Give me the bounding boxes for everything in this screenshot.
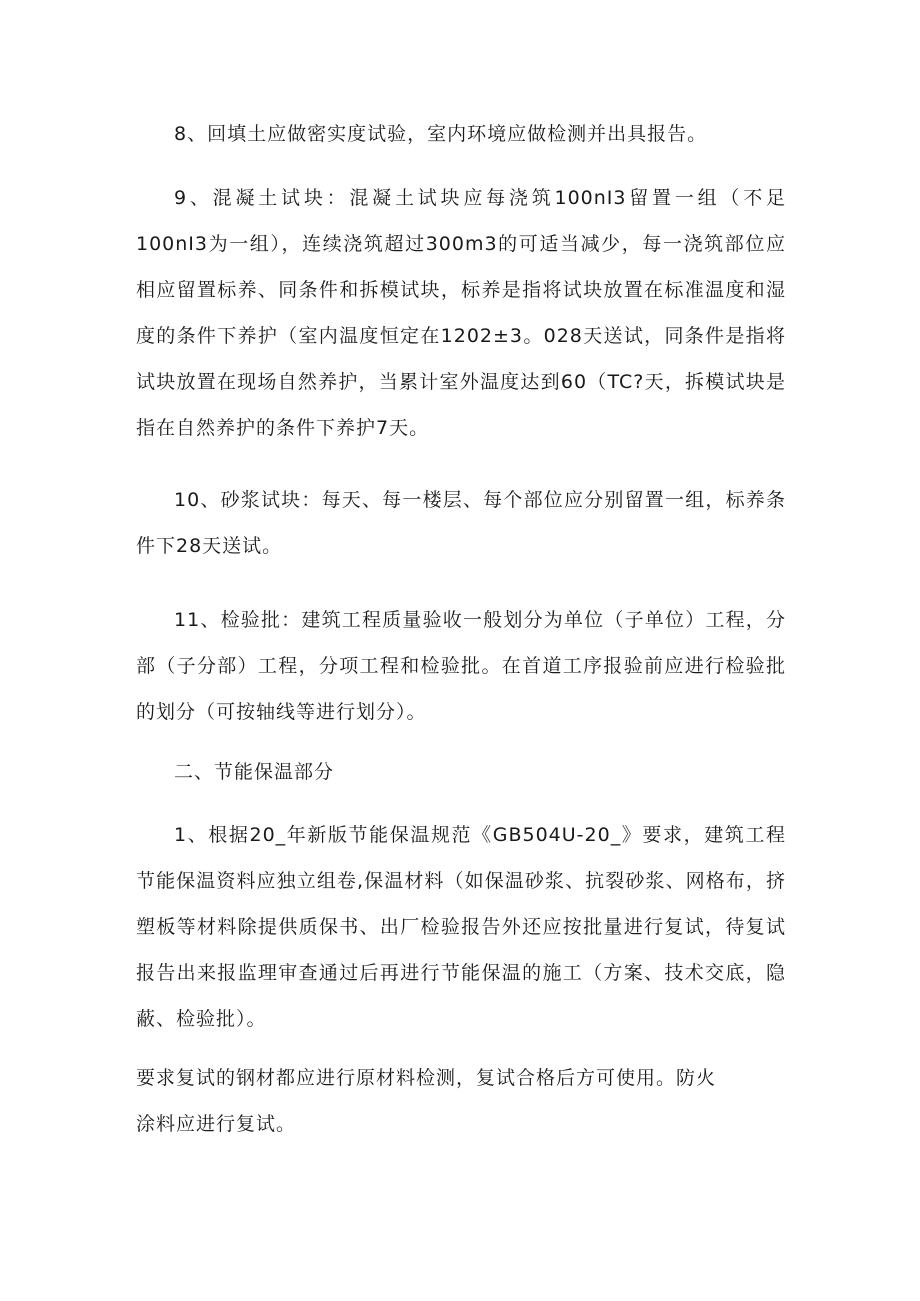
paragraph-item-8: 8、回填土应做密实度试验，室内环境应做检测并出具报告。: [174, 123, 708, 145]
paragraph-item-11: 11、检验批：建筑工程质量验收一般划分为单位（子单位）工程，分部（子分部）工程，分项工程和检验批。在首道工序报验前应进行检验批的划分（可按轴线等进行划分）。: [136, 609, 786, 723]
paragraph-item-10: 10、砂浆试块：每天、每一楼层、每个部位应分别留置一组，标养条件下28天送试。: [136, 489, 786, 557]
paragraph-item-9: 9、混凝土试块：混凝土试块应每浇筑100nI3留置一组（不足100nI3为一组），连续浇筑超过300m3的可适当减少，每一浇筑部位应相应留置标养、同条件和拆模试块，标养是指将试块放置在标准温度和湿度的条件下养护（室内温度恒定在1202±3。028天送试，同条件是指将试块放置在现场自然养护，当累计室外温度达到60（TC?天，拆模试块是指在自然养护的条件下养护7天。: [136, 187, 786, 439]
paragraph-tail-line-2: 涂料应进行复试。: [136, 1113, 297, 1135]
section-heading-energy-insulation: 二、节能保温部分: [174, 761, 335, 783]
paragraph-tail-line-1: 要求复试的钢材都应进行原材料检测，复试合格后方可使用。防火: [136, 1067, 717, 1089]
paragraph-insulation-item-1: 1、根据20_年新版节能保温规范《GB504U-20_》要求，建筑工程节能保温资料应独立组卷,保温材料（如保温砂浆、抗裂砂浆、网格布，挤塑板等材料除提供质保书、出厂检验报告外还应按批量进行复试，待复试报告出来报监理审查通过后再进行节能保温的施工（方案、技术交底，隐蔽、检验批）。: [136, 824, 786, 1030]
